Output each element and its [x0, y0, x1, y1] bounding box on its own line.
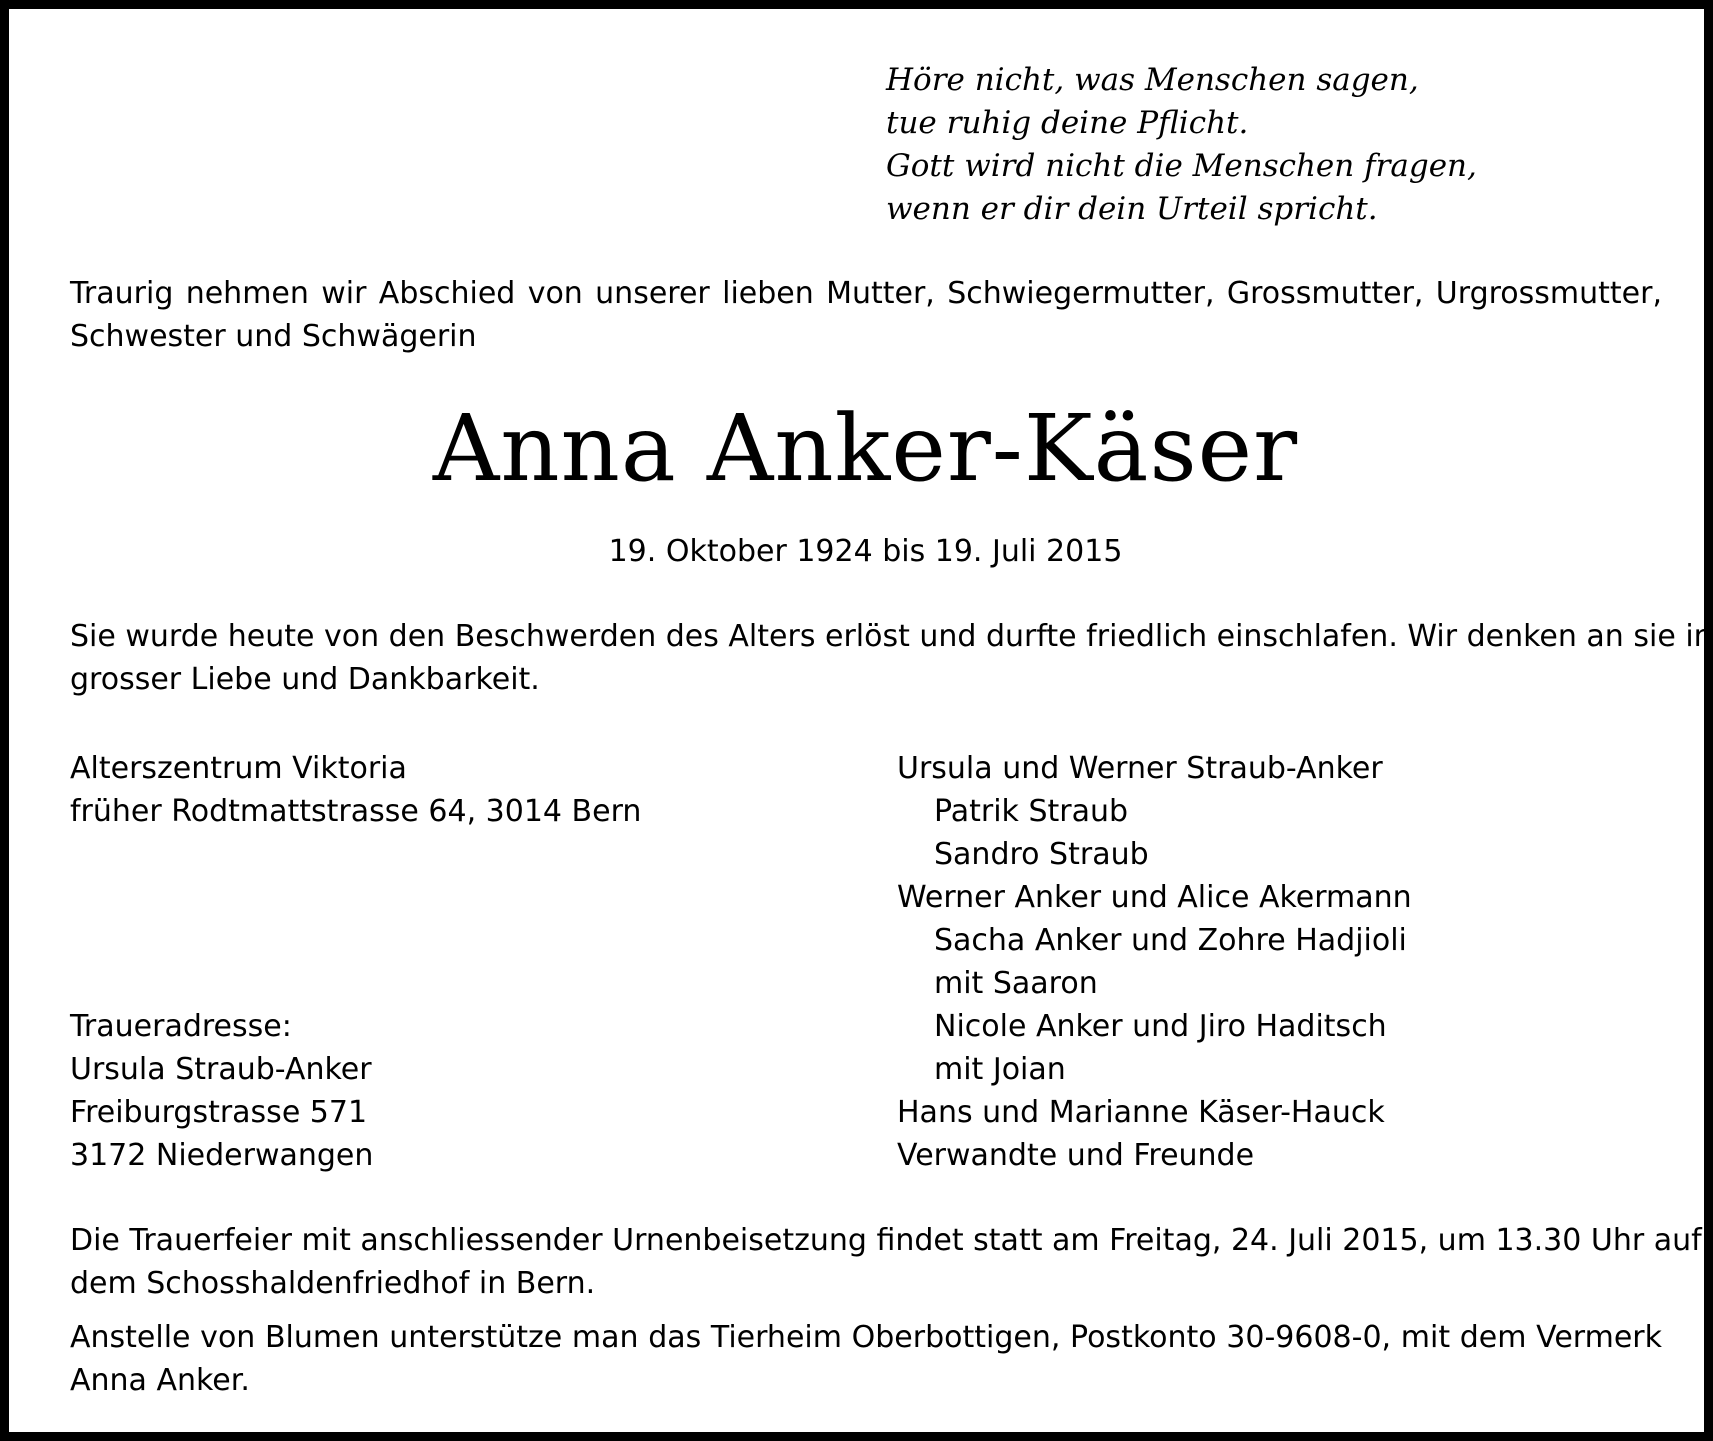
donation-paragraph: [70, 1316, 1662, 1402]
residence-line: früher Rodtmattstrasse 64, 3014 Bern: [70, 794, 642, 829]
funeral-line: Die Trauerfeier mit anschliessender Urnenbeisetzung findet statt am Freitag, 24. Juli 2015, um 13.30 Uhr auf: [70, 1223, 1702, 1258]
poem: [886, 59, 1606, 231]
mourning-address-line: Freiburgstrasse 571: [70, 1095, 368, 1130]
family-member: Sacha Anker und Zohre Hadjioli: [934, 923, 1407, 958]
tribute-line: Sie wurde heute von den Beschwerden des Alters erlöst und durfte friedlich einschlafen. Wir denken an sie in: [70, 619, 1713, 654]
intro-line: Traurig nehmen wir Abschied von unserer lieben Mutter, Schwiegermutter, Grossmutter, Urgrossmutter,: [70, 276, 1662, 311]
tribute-paragraph: [70, 615, 1713, 701]
donation-line: Anna Anker.: [70, 1363, 250, 1398]
family-member: mit Joian: [934, 1052, 1066, 1087]
poem-line: Höre nicht, was Menschen sagen,: [886, 62, 1419, 98]
family-member: Sandro Straub: [934, 837, 1149, 872]
family-member: mit Saaron: [934, 966, 1098, 1001]
mourning-address-block: [70, 1005, 830, 1177]
poem-line: tue ruhig deine Pflicht.: [886, 105, 1249, 141]
family-member: Verwandte und Freunde: [897, 1138, 1255, 1173]
poem-line: Gott wird nicht die Menschen fragen,: [886, 148, 1477, 184]
mourning-address-line: Ursula Straub-Anker: [70, 1052, 372, 1087]
poem-line: wenn er dir dein Urteil spricht.: [886, 191, 1378, 227]
family-member: Hans und Marianne Käser-Hauck: [897, 1095, 1385, 1130]
deceased-name: Anna Anker-Käser: [432, 395, 1299, 502]
residence-block: [70, 747, 830, 833]
funeral-paragraph: [70, 1219, 1702, 1305]
life-dates: 19. Oktober 1924 bis 19. Juli 2015: [608, 534, 1123, 569]
intro-line: Schwester und Schwägerin: [70, 319, 477, 354]
funeral-line: dem Schosshaldenfriedhof in Bern.: [70, 1266, 596, 1301]
family-member: Patrik Straub: [934, 794, 1129, 829]
residence-line: Alterszentrum Viktoria: [70, 751, 407, 786]
tribute-line: grosser Liebe und Dankbarkeit.: [70, 662, 540, 697]
intro-paragraph: [70, 272, 1662, 358]
mourning-address-label: Traueradresse:: [70, 1009, 292, 1044]
family-member: Werner Anker und Alice Akermann: [897, 880, 1412, 915]
family-list: [897, 747, 1677, 1177]
family-member: Nicole Anker und Jiro Haditsch: [934, 1009, 1387, 1044]
family-member: Ursula und Werner Straub-Anker: [897, 751, 1383, 786]
donation-line: Anstelle von Blumen unterstütze man das Tierheim Oberbottigen, Postkonto 30-9608-0, mit dem Vermerk: [70, 1320, 1662, 1355]
mourning-address-line: 3172 Niederwangen: [70, 1138, 374, 1173]
